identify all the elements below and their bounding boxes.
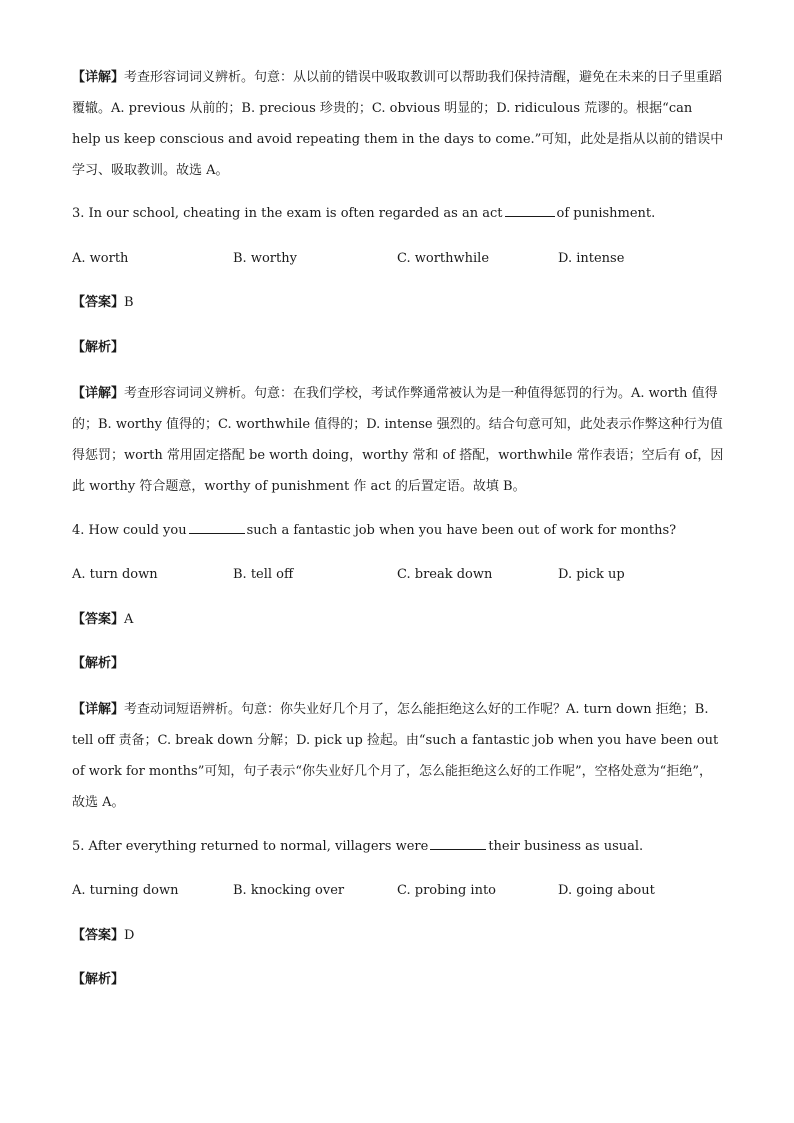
answer-tag: 【答案】 bbox=[72, 295, 125, 310]
question-5-option-a: A. turning down bbox=[72, 883, 179, 898]
question-3-stem: 3. In our school, cheating in the exam is often regarded as an act of punishment. bbox=[72, 206, 656, 221]
explanation-text: 考查动词短语辨析。句意：你失业好几个月了，怎么能拒绝这么好的工作呢？A. turn down 拒绝；B. tell off 责备；C. break down 分解；D. pick up 捡起。由“such a fantastic job when you have been out of work for months”可知，句子表示“你失业好几个月了，怎么能拒绝这么好的工作呢”，空格处意为“拒绝”，故选 A。 bbox=[72, 702, 719, 810]
question-4-stem: 4. How could you such a fantastic job when you have been out of work for months? bbox=[72, 523, 677, 538]
detail-tag: 【详解】 bbox=[72, 70, 125, 85]
question-3-option-d: D. intense bbox=[558, 251, 625, 266]
answer-value: B bbox=[124, 295, 134, 310]
explanation-text: 考查形容词词义辨析。句意：在我们学校，考试作弊通常被认为是一种值得惩罚的行为。A. worth 值得的；B. worthy 值得的；C. worthwhile 值得的；D. intense 强烈的。结合句意可知，此处表示作弊这种行为值得惩罚；worth 常用固定搭配 be worth doing，worthy 常和 of 搭配，worthwhile 常作表语；空后有 of，因此 worthy 符合题意，worthy of punishment 作 act 的后置定语。故填 B。 bbox=[72, 386, 724, 494]
question-4-answer bbox=[72, 610, 133, 630]
question-4-option-d: D. pick up bbox=[558, 567, 625, 582]
question-3-answer bbox=[72, 293, 134, 313]
answer-tag: 【答案】 bbox=[72, 928, 125, 943]
answer-tag: 【答案】 bbox=[72, 612, 125, 627]
analysis-tag: 【解析】 bbox=[72, 972, 125, 987]
question-3-option-b: B. worthy bbox=[233, 251, 297, 266]
answer-blank bbox=[430, 837, 486, 850]
explanation-paragraph-q2 bbox=[72, 62, 724, 186]
question-3-option-c: C. worthwhile bbox=[397, 251, 490, 266]
question-4-explanation bbox=[72, 694, 724, 818]
answer-value: D bbox=[124, 928, 135, 943]
question-4-option-a: A. turn down bbox=[72, 567, 158, 582]
detail-tag: 【详解】 bbox=[72, 386, 125, 401]
question-5-option-d: D. going about bbox=[558, 883, 655, 898]
question-3-option-a: A. worth bbox=[72, 251, 129, 266]
question-5-analysis-heading bbox=[72, 970, 124, 990]
answer-blank bbox=[189, 521, 245, 534]
answer-blank bbox=[505, 204, 555, 217]
question-4-analysis-heading bbox=[72, 654, 124, 674]
question-5-option-c: C. probing into bbox=[397, 883, 496, 898]
question-3-analysis-heading bbox=[72, 338, 124, 358]
analysis-tag: 【解析】 bbox=[72, 340, 125, 355]
question-5-stem: 5. After everything returned to normal, villagers were their business as usual. bbox=[72, 839, 644, 854]
detail-tag: 【详解】 bbox=[72, 702, 125, 717]
answer-value: A bbox=[124, 612, 134, 627]
question-5-answer bbox=[72, 926, 134, 946]
question-5-option-b: B. knocking over bbox=[233, 883, 345, 898]
explanation-text: 考查形容词词义辨析。句意：从以前的错误中吸取教训可以帮助我们保持清醒，避免在未来的日子里重蹈覆辙。A. previous 从前的；B. precious 珍贵的；C. obvious 明显的；D. ridiculous 荒谬的。根据“can help us keep conscious and avoid repeating them in the days to come.”可知，此处是指从以前的错误中学习、吸取教训。故选 A。 bbox=[72, 70, 724, 178]
question-3-explanation bbox=[72, 378, 724, 502]
analysis-tag: 【解析】 bbox=[72, 656, 125, 671]
question-4-option-c: C. break down bbox=[397, 567, 493, 582]
question-4-option-b: B. tell off bbox=[233, 567, 294, 582]
